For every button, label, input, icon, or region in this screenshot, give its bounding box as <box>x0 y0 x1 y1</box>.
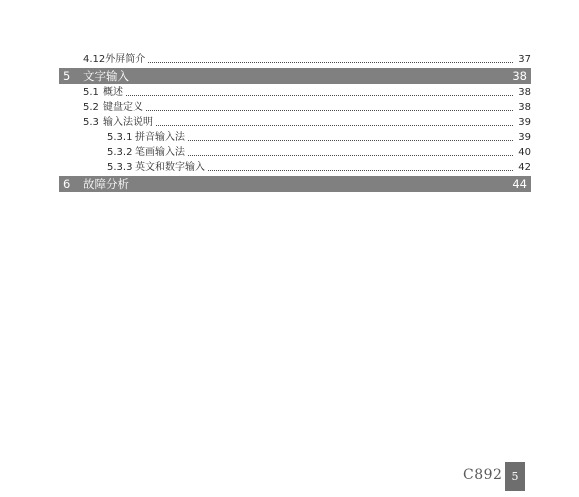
toc-entry-5-1[interactable] <box>59 85 531 100</box>
toc-chapter-6[interactable] <box>59 176 531 192</box>
dot-leader <box>208 170 513 171</box>
toc-entry-number: 5.3.2 <box>107 147 133 158</box>
toc-entry-title: 笔画输入法 <box>135 147 185 158</box>
toc-entry-5-3-1[interactable] <box>59 130 531 145</box>
table-of-contents <box>59 52 531 193</box>
toc-entry-5-3-2[interactable] <box>59 145 531 160</box>
toc-entry-page: 38 <box>518 102 531 113</box>
toc-entry-page: 37 <box>518 54 531 65</box>
chapter-page: 38 <box>512 69 527 83</box>
toc-entry-number: 5.2 <box>83 102 99 113</box>
toc-entry-number: 5.1 <box>83 87 99 98</box>
toc-entry-number: 5.3.1 <box>107 132 133 143</box>
dot-leader <box>156 125 513 126</box>
toc-entry-5-3[interactable] <box>59 115 531 130</box>
toc-entry-number: 5.3.3 <box>107 162 133 173</box>
toc-entry-page: 39 <box>518 117 531 128</box>
toc-entry-5-3-3[interactable] <box>59 160 531 175</box>
toc-entry-title: 概述 <box>103 87 123 98</box>
toc-entry-number: 5.3 <box>83 117 99 128</box>
toc-entry-4-12[interactable] <box>59 52 531 67</box>
toc-entry-page: 39 <box>518 132 531 143</box>
toc-entry-5-2[interactable] <box>59 100 531 115</box>
dot-leader <box>146 110 513 111</box>
dot-leader <box>126 95 513 96</box>
dot-leader <box>188 140 513 141</box>
dot-leader <box>148 62 513 63</box>
toc-entry-page: 38 <box>518 87 531 98</box>
toc-entry-title: 拼音输入法 <box>135 132 185 143</box>
toc-entry-title: 输入法说明 <box>103 117 153 128</box>
chapter-number: 6 <box>63 177 71 191</box>
toc-entry-page: 40 <box>518 147 531 158</box>
model-name: C892 <box>463 467 503 483</box>
page-number-badge: 5 <box>505 462 525 491</box>
toc-entry-title: 键盘定义 <box>103 102 143 113</box>
chapter-page: 44 <box>512 177 527 191</box>
toc-chapter-5[interactable] <box>59 68 531 84</box>
toc-entry-title: 英文和数字输入 <box>135 162 205 173</box>
chapter-title: 故障分析 <box>83 177 129 191</box>
chapter-title: 文字输入 <box>83 69 129 83</box>
dot-leader <box>188 155 513 156</box>
toc-entry-page: 42 <box>518 162 531 173</box>
toc-entry-number: 4.12 <box>83 54 106 65</box>
chapter-number: 5 <box>63 69 71 83</box>
toc-entry-title: 外屏简介 <box>105 54 146 65</box>
